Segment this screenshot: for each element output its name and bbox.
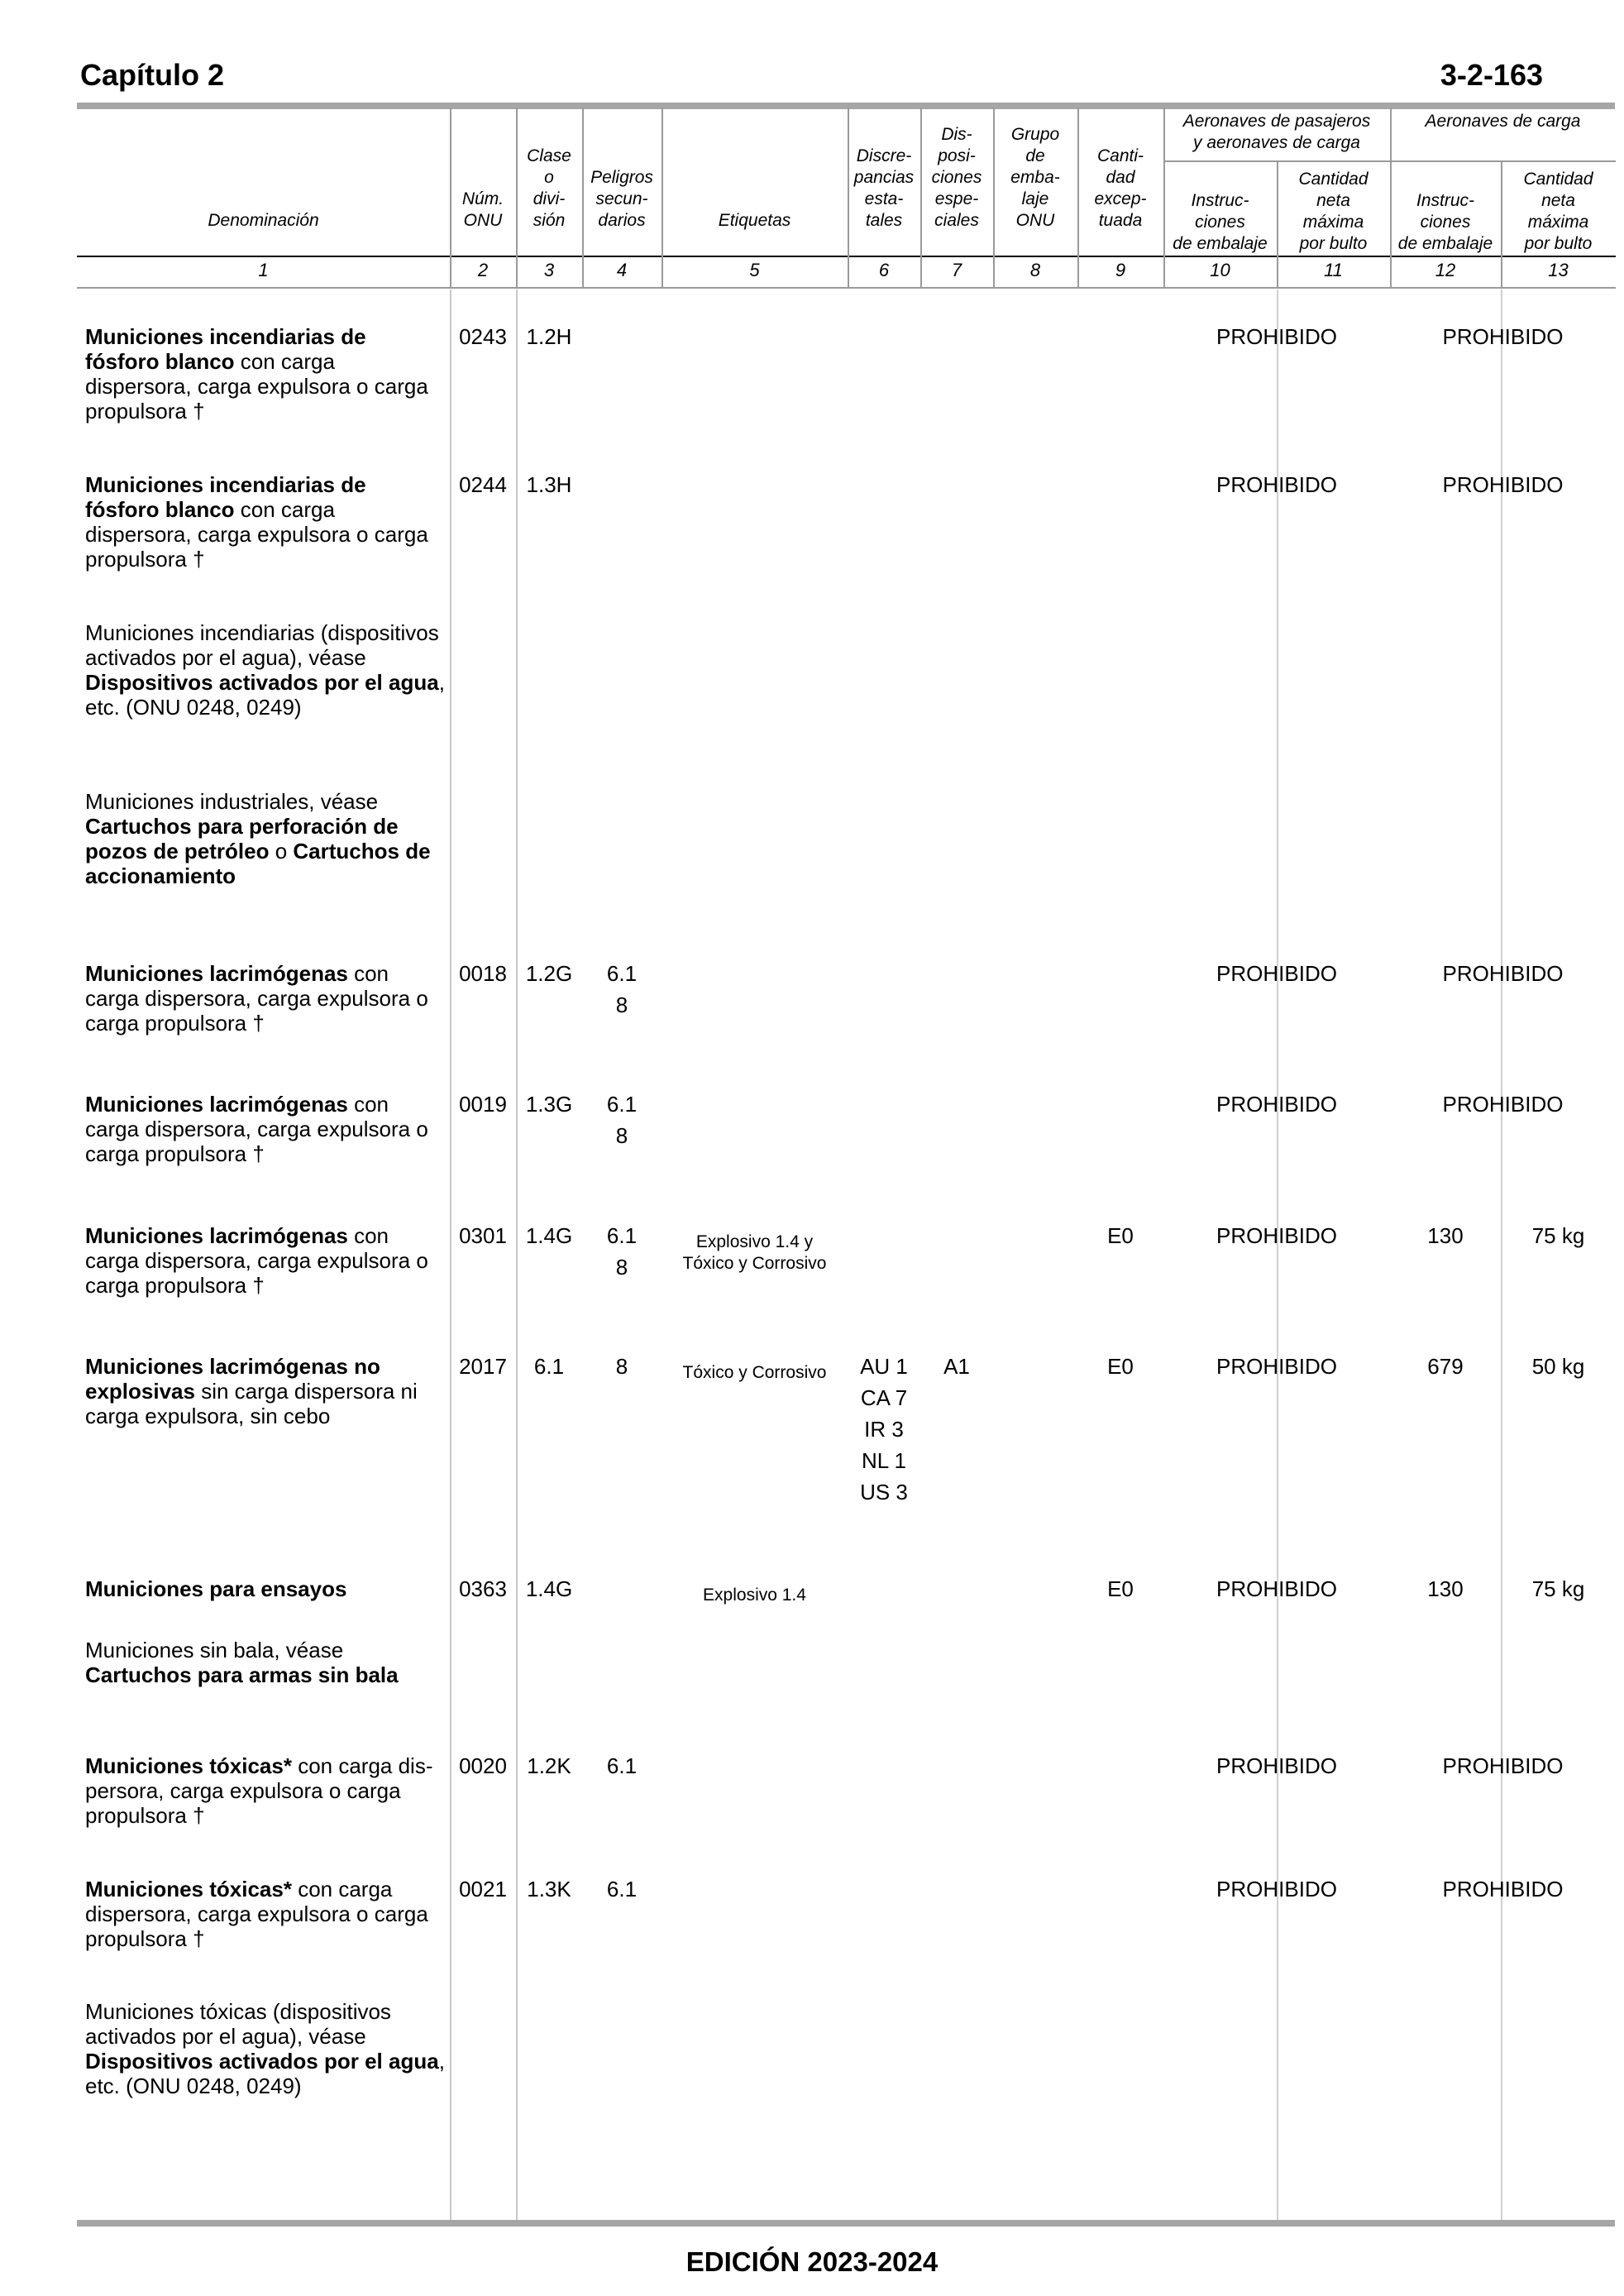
cell-passenger-aircraft: PROHIBIDO (1216, 472, 1337, 497)
column-number: 7 (951, 260, 962, 280)
substance-name (85, 1354, 445, 1428)
name-segment: con carga dis-persora, carga expulsora o carga propulsora † (85, 1753, 433, 1828)
cell-class: 1.4G (525, 1223, 573, 1248)
cell-class: 1.3G (525, 1092, 573, 1117)
cell-cargo-aircraft: PROHIBIDO (1442, 324, 1564, 349)
cell-cao-qty: 75 kg (1531, 1223, 1585, 1248)
cell-sub: 6.1 8 (606, 1223, 638, 1280)
column-number: 2 (477, 260, 489, 280)
cell-special: A1 (943, 1354, 970, 1379)
body-column-divider (516, 289, 518, 2220)
substance-name (85, 1753, 445, 1828)
header-instrucciones-pasajeros: Instruc- ciones de embalaje (1173, 191, 1268, 253)
substance-name (85, 1576, 445, 1601)
name-segment: con carga dispersora, carga expulsora o carga propulsora † (85, 1877, 428, 1951)
name-bold-segment: Municiones lacrimógenas no explosivas (85, 1354, 380, 1404)
name-bold-segment: Dispositivos activados por el agua (85, 2049, 439, 2074)
cell-cargo-aircraft: PROHIBIDO (1442, 472, 1564, 497)
substance-name (85, 1092, 445, 1166)
cell-un: 0018 (459, 961, 507, 986)
header-group-pasajeros: Aeronaves de pasajeros y aeronaves de carga (1182, 112, 1371, 152)
edition-footer: EDICIÓN 2023-2024 (685, 2246, 939, 2277)
footer-rule (77, 2220, 1615, 2227)
cell-eq: E0 (1107, 1576, 1134, 1601)
name-segment: Municiones tóxicas (dispositivos activados por el agua), véase (85, 1999, 391, 2049)
cell-sub: 6.1 8 (606, 1092, 638, 1148)
header-peligros: Peligros secun- darios (590, 168, 653, 230)
name-segment: con carga dispersora, carga expulsora o carga propulsora † (85, 497, 428, 572)
cell-eq: E0 (1107, 1354, 1134, 1379)
column-number: 3 (543, 260, 555, 280)
cell-cao-pi: 679 (1427, 1354, 1464, 1379)
colnum-bottom-line (77, 287, 1616, 289)
cell-passenger-aircraft: PROHIBIDO (1216, 1092, 1337, 1117)
column-number: 1 (258, 260, 269, 280)
cell-un: 0301 (459, 1223, 507, 1248)
column-number: 4 (616, 260, 628, 280)
header-group-carga: Aeronaves de carga (1425, 112, 1581, 131)
cell-passenger-aircraft: PROHIBIDO (1216, 1223, 1337, 1248)
cell-state: AU 1 CA 7 IR 3 NL 1 US 3 (860, 1354, 908, 1504)
name-bold-segment: Municiones lacrimógenas (85, 961, 348, 986)
header-bottom-line (77, 256, 1616, 257)
name-bold-segment: Cartuchos para armas sin bala (85, 1662, 399, 1687)
name-segment: con carga dispersora, carga expulsora o carga propulsora † (85, 1092, 428, 1166)
body-column-divider (450, 289, 451, 2220)
header-discrepancias: Discre- pancias esta- tales (853, 146, 915, 230)
name-segment: , etc. (ONU 0248, 0249) (85, 2049, 445, 2098)
column-number: 10 (1210, 260, 1230, 280)
name-bold-segment: Cartuchos para perforación de pozos de petróleo (85, 814, 399, 863)
header-num-onu: Núm. ONU (461, 189, 504, 230)
substance-name (85, 1223, 445, 1298)
cell-class: 1.3K (527, 1877, 571, 1901)
header-grupo: Grupo de emba- laje ONU (1010, 125, 1060, 230)
header-cantidad-pasajeros: Cantidad neta máxima por bulto (1298, 170, 1368, 253)
header-clase: Clase o divi- sión (527, 146, 571, 230)
column-number: 13 (1548, 260, 1569, 280)
name-segment: con carga dispersora, carga expulsora o carga propulsora † (85, 961, 428, 1036)
cell-passenger-aircraft: PROHIBIDO (1216, 1576, 1337, 1601)
column-number: 9 (1115, 260, 1126, 280)
substance-name (85, 1999, 445, 2098)
column-number: 6 (878, 260, 890, 280)
cell-sub: 8 (615, 1354, 628, 1379)
cell-cao-pi: 130 (1427, 1223, 1464, 1248)
cell-cargo-aircraft: PROHIBIDO (1442, 961, 1564, 986)
cell-labels: Explosivo 1.4 y Tóxico y Corrosivo (682, 1232, 827, 1273)
name-bold-segment: Municiones tóxicas* (85, 1877, 292, 1901)
substance-name (85, 789, 445, 888)
name-segment: con carga dispersora, carga expulsora o carga propulsora † (85, 349, 428, 423)
cell-cargo-aircraft: PROHIBIDO (1442, 1092, 1564, 1117)
name-segment: con carga dispersora, carga expulsora o carga propulsora † (85, 1223, 428, 1298)
name-bold-segment: Dispositivos activados por el agua (85, 670, 439, 695)
body-column-divider (1277, 289, 1278, 2220)
substance-name (85, 1877, 445, 1951)
cell-cargo-aircraft: PROHIBIDO (1442, 1877, 1564, 1901)
header-cantidad-exceptuada: Canti- dad excep- tuada (1094, 146, 1147, 230)
cell-class: 1.2G (525, 961, 573, 986)
cell-labels: Tóxico y Corrosivo (682, 1363, 827, 1382)
cell-labels: Explosivo 1.4 (703, 1586, 806, 1605)
column-number: 8 (1029, 260, 1041, 280)
header-rule (77, 103, 1615, 109)
substance-name (85, 324, 445, 423)
cell-un: 0363 (459, 1576, 507, 1601)
name-segment: , etc. (ONU 0248, 0249) (85, 670, 445, 720)
name-bold-segment: Municiones para ensayos (85, 1576, 347, 1601)
chapter-title: Capítulo 2 (80, 58, 225, 92)
cell-un: 0021 (459, 1877, 507, 1901)
cell-sub: 6.1 (606, 1753, 638, 1778)
name-bold-segment: Cartuchos de accionamiento (85, 839, 431, 888)
body-column-divider (1501, 289, 1502, 2220)
cell-passenger-aircraft: PROHIBIDO (1216, 961, 1337, 986)
name-segment: Municiones industriales, véase (85, 789, 379, 814)
name-bold-segment: Municiones tóxicas* (85, 1753, 292, 1778)
name-segment: Municiones sin bala, véase (85, 1638, 344, 1662)
header-cantidad-carga: Cantidad neta máxima por bulto (1523, 170, 1593, 253)
cell-cargo-aircraft: PROHIBIDO (1442, 1753, 1564, 1778)
column-number: 5 (749, 260, 760, 280)
cell-passenger-aircraft: PROHIBIDO (1216, 324, 1337, 349)
substance-name (85, 620, 445, 720)
substance-name (85, 961, 445, 1036)
cell-class: 1.2H (526, 324, 572, 349)
cell-cao-qty: 50 kg (1531, 1354, 1585, 1379)
header-instrucciones-carga: Instruc- ciones de embalaje (1397, 191, 1493, 253)
cell-class: 1.2K (527, 1753, 571, 1778)
cell-passenger-aircraft: PROHIBIDO (1216, 1753, 1337, 1778)
name-bold-segment: Municiones incendiarias de fósforo blanco (85, 324, 366, 374)
cell-sub: 6.1 8 (606, 961, 638, 1017)
header-disposiciones: Dis- posi- ciones espe- ciales (931, 125, 982, 230)
column-number: 11 (1324, 260, 1343, 280)
cell-class: 1.3H (526, 472, 572, 497)
page-number: 3-2-163 (1440, 58, 1543, 92)
cell-eq: E0 (1107, 1223, 1134, 1248)
cell-un: 0019 (459, 1092, 507, 1117)
cell-un: 2017 (459, 1354, 507, 1379)
header-denominacion: Denominación (208, 211, 319, 230)
cell-sub: 6.1 (606, 1877, 638, 1901)
cell-cao-pi: 130 (1427, 1576, 1464, 1601)
cell-cao-qty: 75 kg (1531, 1576, 1585, 1601)
cell-un: 0244 (459, 472, 507, 497)
cell-class: 1.4G (525, 1576, 573, 1601)
cell-un: 0020 (459, 1753, 507, 1778)
name-segment: sin carga dispersora ni carga expulsora, sin cebo (85, 1379, 418, 1428)
name-bold-segment: Municiones lacrimógenas (85, 1092, 348, 1117)
name-bold-segment: Municiones incendiarias de fósforo blanco (85, 472, 366, 522)
cell-un: 0243 (459, 324, 507, 349)
cell-passenger-aircraft: PROHIBIDO (1216, 1877, 1337, 1901)
substance-name (85, 1638, 445, 1687)
substance-name (85, 472, 445, 572)
column-number: 12 (1435, 260, 1456, 280)
cell-class: 6.1 (533, 1354, 565, 1379)
name-bold-segment: Municiones lacrimógenas (85, 1223, 348, 1248)
header-etiquetas: Etiquetas (718, 211, 791, 230)
cell-passenger-aircraft: PROHIBIDO (1216, 1354, 1337, 1379)
name-segment: Municiones incendiarias (dispositivos activados por el agua), véase (85, 620, 439, 670)
name-segment: o (269, 839, 294, 863)
